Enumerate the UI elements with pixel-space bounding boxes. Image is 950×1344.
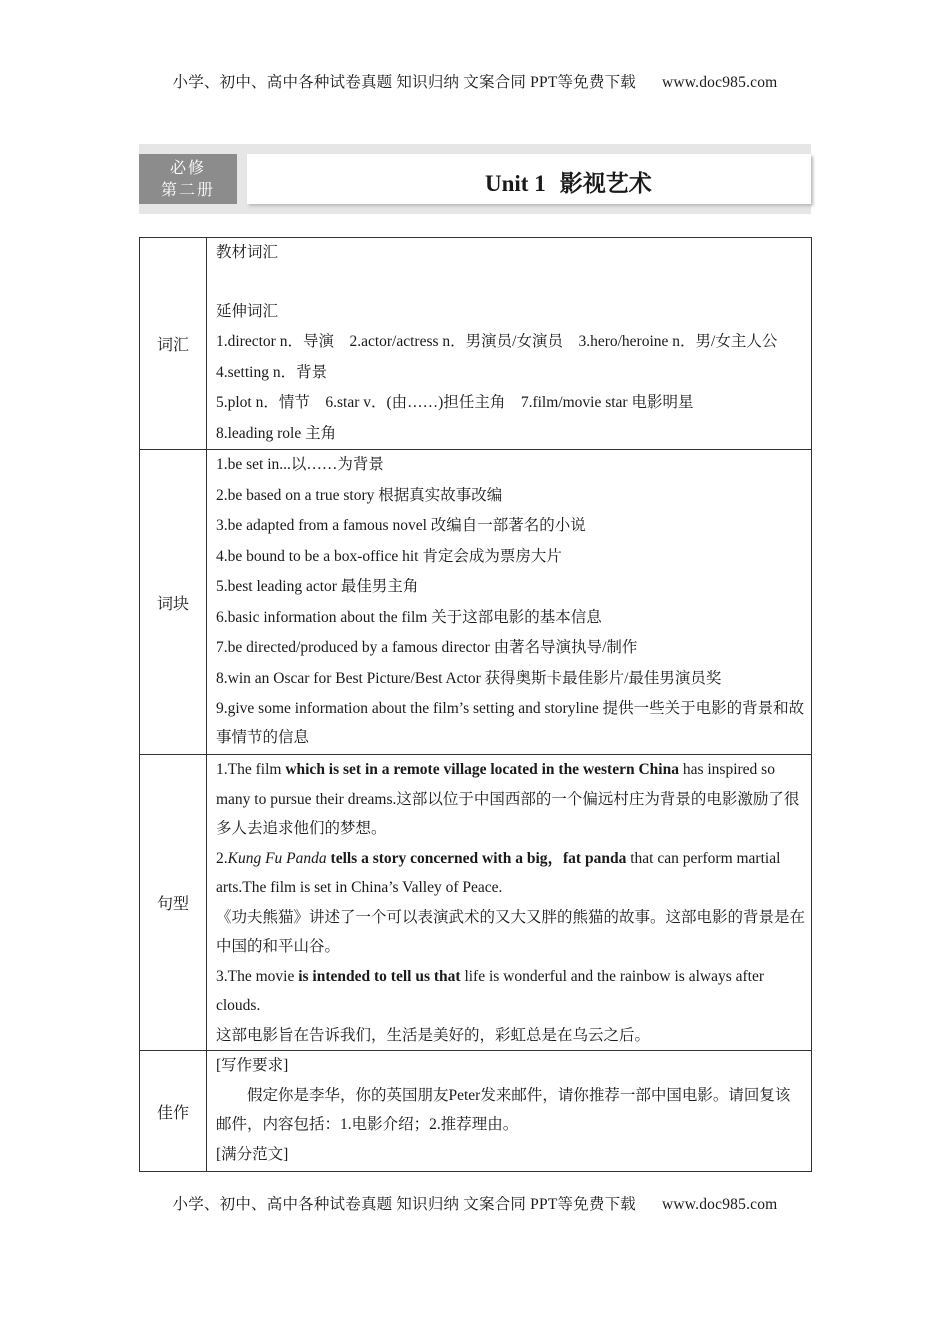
site-header [0,70,950,92]
sentence-text: life is wonderful and the rainbow is always after clouds. [216,967,765,1014]
sentence-text: that can perform martial arts.The film is set in China’s Valley of Peace. [216,849,781,896]
film-title: Kung Fu Panda [227,849,327,867]
sample-essay-heading: [满分范文] [216,1145,289,1163]
phrase-item: 4.be bound to be a box-office hit 肯定会成为票房大片 [216,547,562,565]
phrases-label: 词块 [140,450,207,755]
site-footer-text: 小学、初中、高中各种试卷真题 知识归纳 文案合同 PPT等免费下载 [172,1196,636,1213]
sentence-2-translation: 《功夫熊猫》讲述了一个可以表演武术的又大又胖的熊猫的故事。这部电影的背景是在中国的和平山谷。 [216,908,806,955]
unit-name: 影视艺术 [559,171,652,197]
sentence-3 [216,962,805,1021]
vocab-line: 5.plot n．情节 6.star v．(由……)担任主角 7.film/movie star 电影明星 [216,394,694,411]
site-header-url[interactable]: www.doc985.com [661,74,778,91]
vocab-line: 8.leading role 主角 [216,424,337,442]
phrases-row [140,450,812,755]
unit-banner [139,144,811,214]
writing-requirement-heading: [写作要求] [216,1057,289,1074]
sentence-2 [216,844,805,903]
phrase-item: 1.be set in...以……为背景 [216,456,384,473]
site-header-text: 小学、初中、高中各种试卷真题 知识归纳 文案合同 PPT等免费下载 [172,74,636,91]
writing-label: 佳作 [140,1051,207,1172]
site-footer [0,1192,950,1214]
phrase-item: 6.basic information about the film 关于这部电影的基本信息 [216,608,602,626]
vocab-row [140,238,812,450]
book-tag-line1: 必修 [169,158,206,177]
sentences-label: 句型 [140,755,207,1051]
sentence-3-translation: 这部电影旨在告诉我们，生活是美好的，彩虹总是在乌云之后。 [216,1026,651,1044]
vocab-line: 1.director n．导演 2.actor/actress n．男演员/女演员 3.hero/heroine n．男/女主人公 4.setting n．背景 [216,333,793,381]
sentence-pattern: which is set in a remote village located in the western China [285,761,679,778]
summary-table [139,237,812,1172]
writing-row [140,1051,812,1172]
unit-title [485,165,652,198]
phrase-item: 8.win an Oscar for Best Picture/Best Actor 获得奥斯卡最佳影片/最佳男演员奖 [216,669,722,687]
phrase-item: 7.be directed/produced by a famous director 由著名导演执导/制作 [216,639,638,656]
textbook-vocab-heading: 教材词汇 [216,244,279,261]
sentence-text: has inspired so many to pursue their dreams.这部以位于中国西部的一个偏远村庄为背景的电影激励了很多人去追求他们的梦想。 [216,761,800,837]
phrase-item: 2.be based on a true story 根据真实故事改编 [216,486,503,504]
book-tag-line2: 第二册 [160,180,215,199]
sentences-content [207,755,812,1051]
sentence-1 [216,755,805,844]
phrase-item: 9.give some information about the film’s setting and storyline 提供一些关于电影的背景和故事情节的信息 [216,700,805,746]
sentence-text: 1.The film [216,761,286,778]
site-footer-url[interactable]: www.doc985.com [661,1196,778,1213]
sentence-pattern: is intended to tell us that [298,967,461,985]
vocab-content [207,238,812,450]
sentence-text: 2. [216,849,228,867]
sentence-pattern: tells a story concerned with a big，fat panda [330,849,627,867]
unit-number: Unit 1 [485,171,546,196]
vocab-label: 词汇 [140,238,207,450]
sentences-row [140,755,812,1051]
phrase-item: 3.be adapted from a famous novel 改编自一部著名的小说 [216,517,586,534]
phrase-item: 5.best leading actor 最佳男主角 [216,578,419,595]
extended-vocab-heading: 延伸词汇 [216,302,279,320]
writing-content [207,1051,812,1172]
book-tag [139,154,237,204]
sentence-text: 3.The movie [216,967,299,985]
writing-requirement-text: 假定你是李华，你的英国朋友Peter发来邮件，请你推荐一部中国电影。请回复该邮件，内容包括：1.电影介绍；2.推荐理由。 [216,1086,791,1133]
unit-title-box [247,154,811,204]
phrases-content [207,450,812,755]
